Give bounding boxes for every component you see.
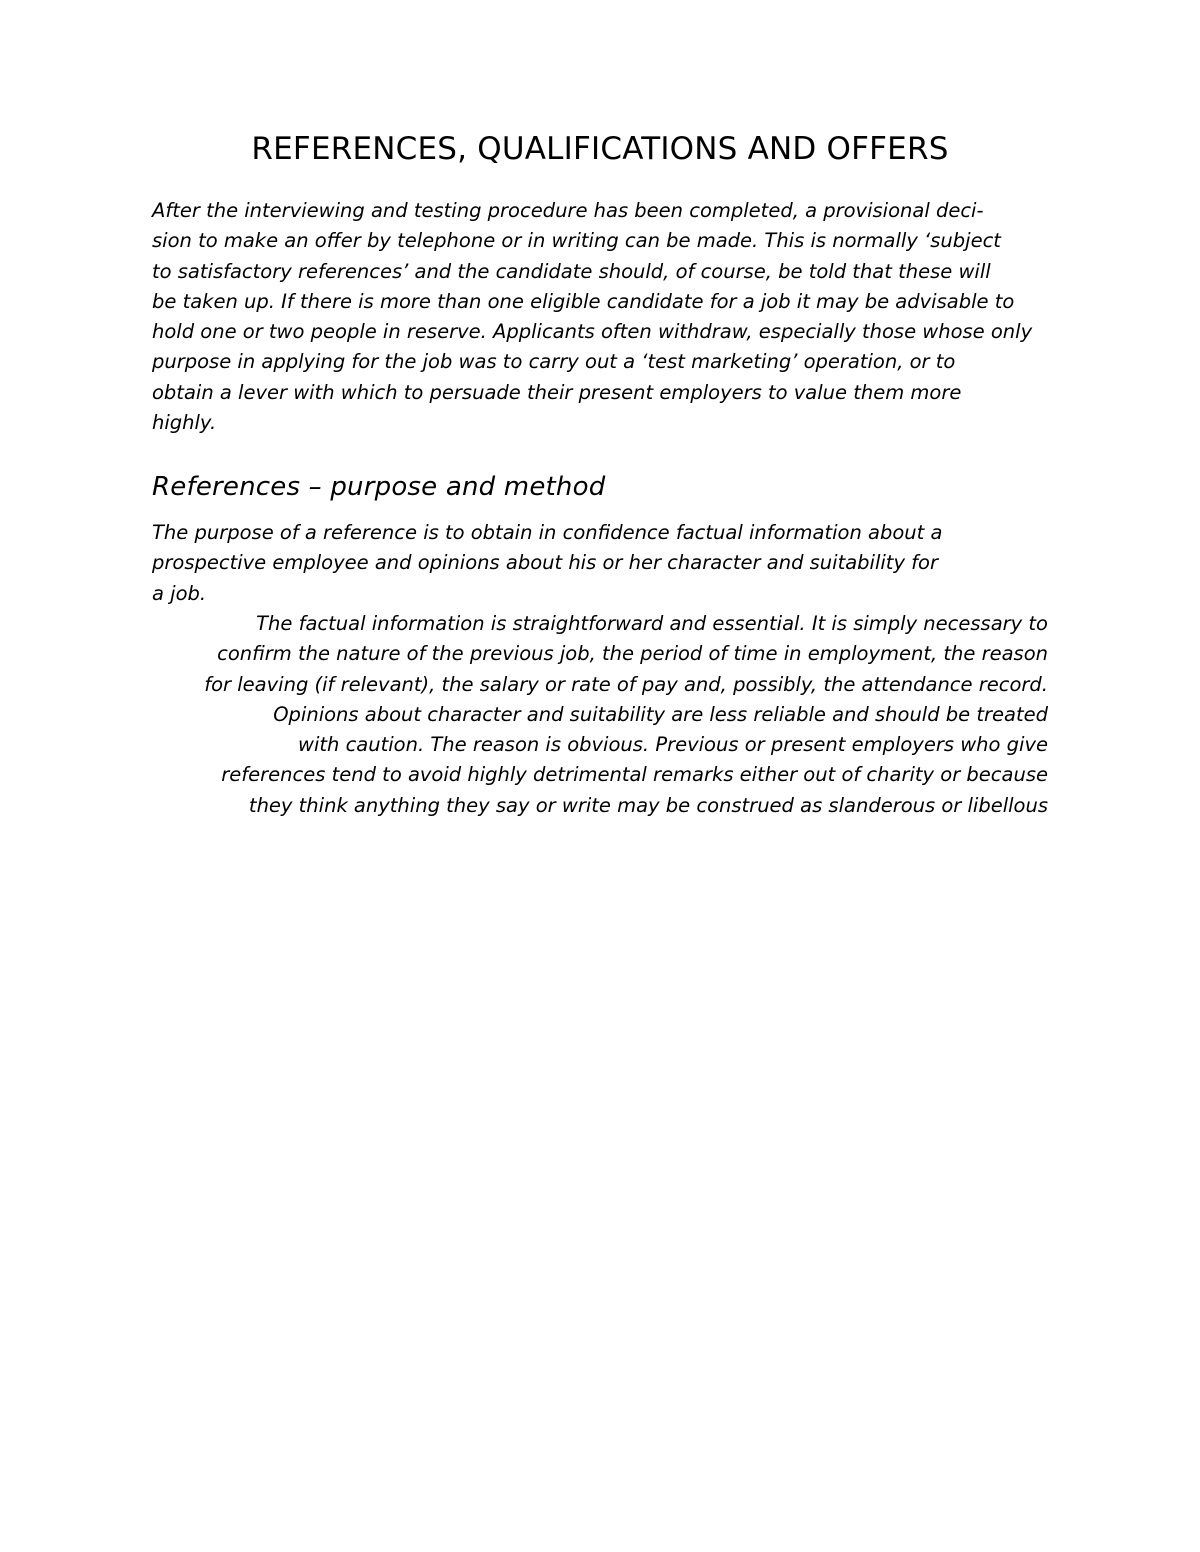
intro-line: sion to make an offer by telephone or in writing can be made. This is normally ‘subject <box>152 229 1001 253</box>
factual-line: Opinions about character and suitability are less reliable and should be treated <box>273 702 1048 726</box>
intro-line: highly. <box>152 411 217 435</box>
purpose-line: a job. <box>152 581 207 605</box>
intro-line: purpose in applying for the job was to carry out a ‘test marketing’ operation, or to <box>152 350 956 374</box>
factual-line: with caution. The reason is obvious. Previous or present employers who give <box>298 733 1048 757</box>
purpose-line: The purpose of a reference is to obtain in confidence factual information about a <box>152 521 943 544</box>
intro-line: obtain a lever with which to persuade their present employers to value them more <box>152 380 962 404</box>
section-heading: References – purpose and method <box>152 472 606 502</box>
intro-line: to satisfactory references’ and the candidate should, of course, be told that these will <box>152 259 991 283</box>
factual-line: they think anything they say or write may be construed as slanderous or libellous <box>248 793 1048 817</box>
intro-line: be taken up. If there is more than one eligible candidate for a job it may be advisable to <box>152 289 1015 313</box>
factual-line: confirm the nature of the previous job, the period of time in employment, the reason <box>217 642 1048 666</box>
intro-paragraph <box>152 196 1048 438</box>
intro-line: hold one or two people in reserve. Applicants often withdraw, especially those whose only <box>152 320 1033 344</box>
purpose-paragraph <box>152 518 1048 609</box>
factual-paragraph <box>152 609 1048 821</box>
factual-line: The factual information is straightforward and essential. It is simply necessary to <box>256 612 1048 635</box>
intro-line: After the interviewing and testing procedure has been completed, a provisional deci- <box>152 199 984 222</box>
factual-line: for leaving (if relevant), the salary or rate of pay and, possibly, the attendance record. <box>204 672 1048 696</box>
purpose-line: prospective employee and opinions about his or her character and suitability for <box>152 551 938 575</box>
factual-line: references tend to avoid highly detrimental remarks either out of charity or because <box>221 763 1048 787</box>
page-title: REFERENCES, QUALIFICATIONS AND OFFERS <box>251 131 949 167</box>
